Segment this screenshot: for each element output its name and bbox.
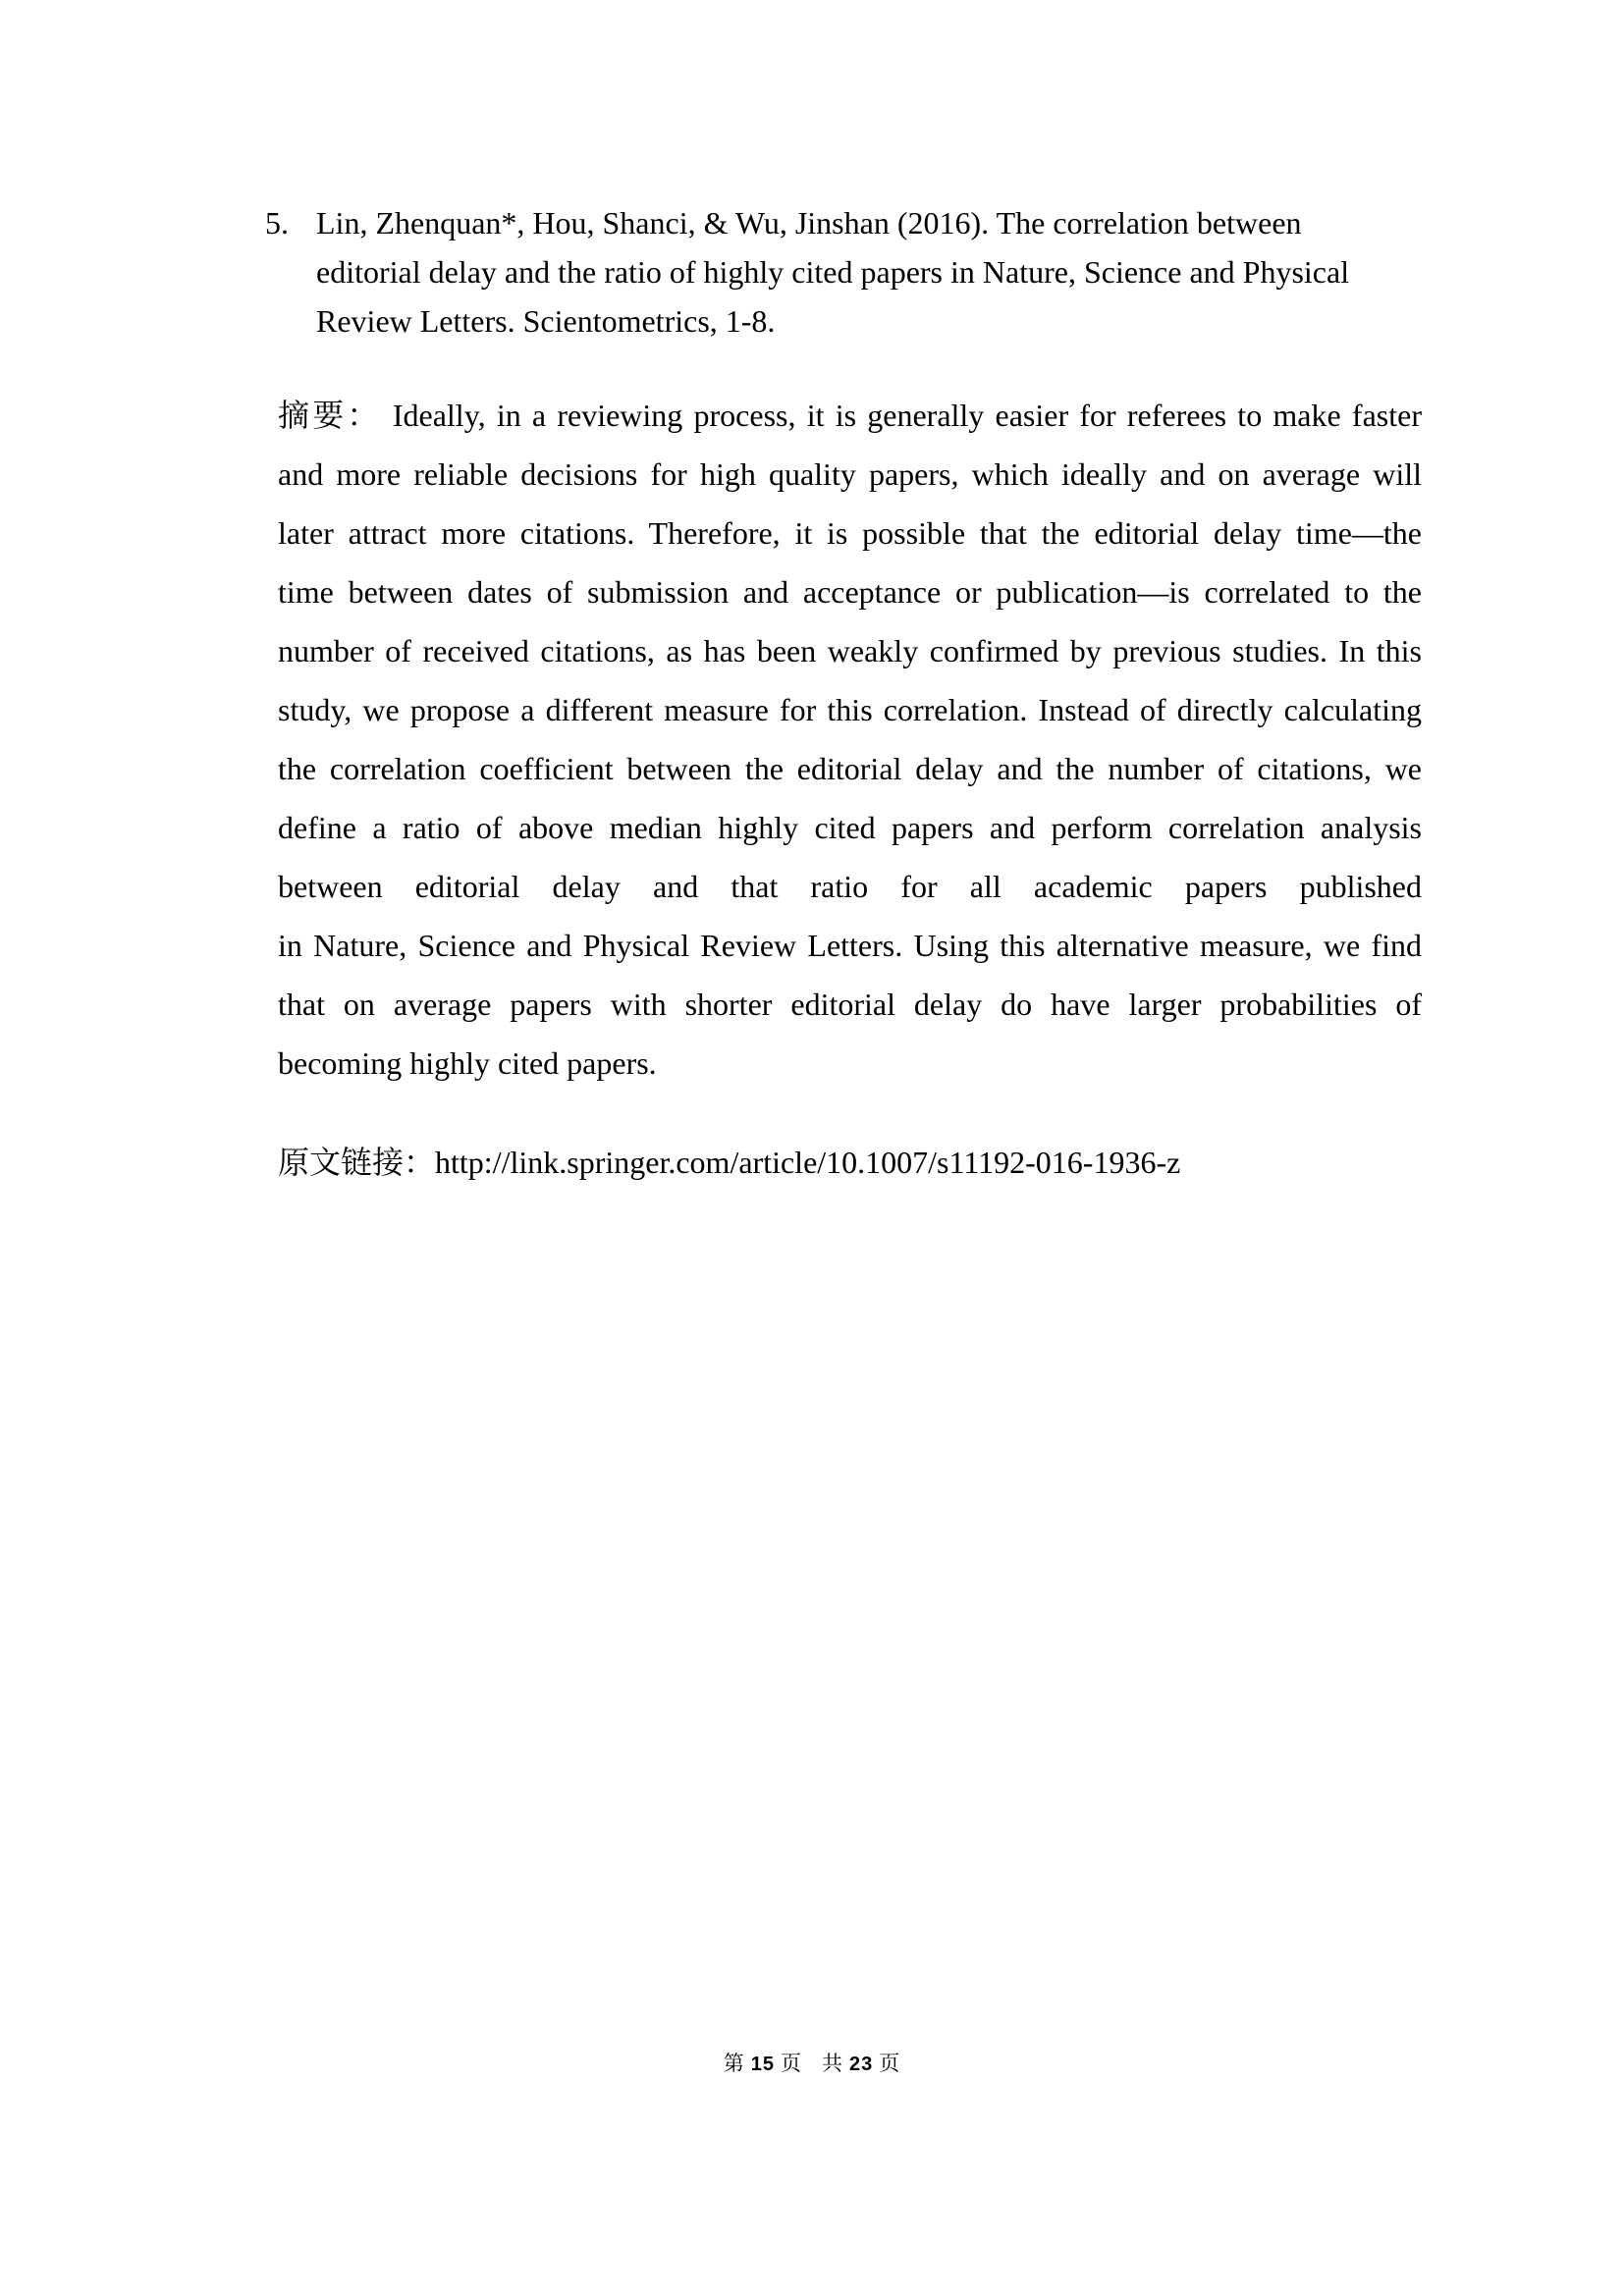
footer-total-number: 23 <box>849 2054 874 2075</box>
footer-page-unit: 页 <box>781 2052 802 2075</box>
abstract-line: define a ratio of above median highly cited papers and perform correlation analysis <box>278 810 1422 845</box>
reference-line: editorial delay and the ratio of highly cited papers in Nature, Science and Physical <box>316 254 1350 290</box>
abstract-line: and more reliable decisions for high quality papers, which ideally and on average will <box>278 456 1422 492</box>
source-link-url: http://link.springer.com/article/10.1007/s11192-016-1936-z <box>435 1145 1181 1180</box>
reference-line: Lin, Zhenquan*, Hou, Shanci, & Wu, Jinshan (2016). The correlation between <box>316 205 1302 240</box>
abstract-line: the correlation coefficient between the editorial delay and the number of citations, we <box>278 751 1422 786</box>
abstract-line: that on average papers with shorter editorial delay do have larger probabilities of <box>278 987 1422 1022</box>
source-link-line <box>278 1137 1180 1188</box>
reference-entry <box>265 198 1424 346</box>
page-footer <box>0 2048 1624 2077</box>
footer-page-prefix: 第 <box>723 2052 745 2075</box>
abstract-line: number of received citations, as has been weakly confirmed by previous studies. In this <box>278 633 1422 668</box>
abstract-line: study, we propose a different measure for this correlation. Instead of directly calculating <box>278 692 1422 727</box>
footer-total-unit: 页 <box>879 2052 901 2075</box>
abstract-line: in Nature, Science and Physical Review Letters. Using this alternative measure, we find <box>278 928 1422 963</box>
abstract-line: 摘要： Ideally, in a reviewing process, it is generally easier for referees to make faster <box>278 398 1422 433</box>
abstract-line: time between dates of submission and acceptance or publication—is correlated to the <box>278 574 1422 610</box>
reference-line: Review Letters. Scientometrics, 1-8. <box>316 303 776 339</box>
abstract-line: becoming highly cited papers. <box>278 1045 657 1081</box>
abstract-line: between editorial delay and that ratio for all academic papers published <box>278 869 1422 904</box>
source-link-label: 原文链接： <box>278 1145 436 1180</box>
abstract-line: later attract more citations. Therefore, it is possible that the editorial delay time—the <box>278 515 1422 551</box>
footer-page-number: 15 <box>750 2054 775 2075</box>
footer-total-prefix: 共 <box>822 2052 843 2075</box>
abstract-paragraph <box>278 386 1422 1093</box>
reference-number: 5. <box>265 205 289 240</box>
reference-text <box>316 198 1424 346</box>
